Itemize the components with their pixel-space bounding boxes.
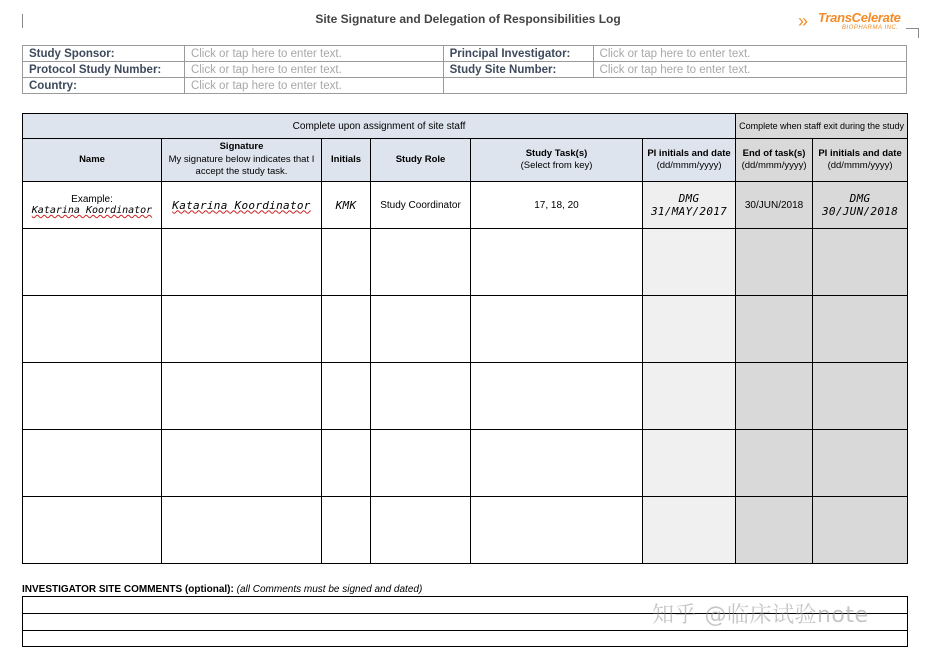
example-pi-initials-cell xyxy=(643,182,736,229)
info-row xyxy=(23,62,907,78)
pi-initials-cell[interactable] xyxy=(643,497,736,564)
delegation-log-table xyxy=(22,113,908,564)
signature-cell[interactable] xyxy=(162,229,322,296)
end-of-task-cell[interactable] xyxy=(736,229,813,296)
site-number-field[interactable]: Click or tap here to enter text. xyxy=(593,62,906,78)
name-cell[interactable] xyxy=(23,497,162,564)
section-band-row xyxy=(23,114,908,139)
example-pi-date: 31/MAY/2017 xyxy=(650,205,728,218)
study-tasks-cell[interactable] xyxy=(471,497,643,564)
end-of-task-cell[interactable] xyxy=(736,497,813,564)
study-tasks-cell[interactable] xyxy=(471,363,643,430)
example-end-date: 30/JUN/2018 xyxy=(736,182,813,229)
study-role-header: Study Role xyxy=(371,139,471,182)
example-row xyxy=(23,182,908,229)
logo-arrows-icon: » xyxy=(798,11,809,31)
example-signature-cell xyxy=(162,182,322,229)
table-row xyxy=(23,229,908,296)
info-row xyxy=(23,78,907,94)
info-empty-cell xyxy=(443,78,906,94)
transcelerate-logo xyxy=(798,10,908,34)
example-study-role: Study Coordinator xyxy=(371,182,471,229)
study-tasks-cell[interactable] xyxy=(471,430,643,497)
signature-cell[interactable] xyxy=(162,363,322,430)
study-tasks-cell[interactable] xyxy=(471,296,643,363)
end-of-task-cell[interactable] xyxy=(736,296,813,363)
study-role-cell[interactable] xyxy=(371,363,471,430)
pi-exit-cell[interactable] xyxy=(813,430,908,497)
study-role-cell[interactable] xyxy=(371,430,471,497)
principal-investigator-field[interactable]: Click or tap here to enter text. xyxy=(593,46,906,62)
initials-cell[interactable] xyxy=(322,430,371,497)
principal-investigator-label: Principal Investigator: xyxy=(443,46,593,62)
signature-cell[interactable] xyxy=(162,497,322,564)
initials-cell[interactable] xyxy=(322,363,371,430)
example-name-cell xyxy=(23,182,162,229)
pi-exit-cell[interactable] xyxy=(813,296,908,363)
initials-cell[interactable] xyxy=(322,229,371,296)
study-role-cell[interactable] xyxy=(371,229,471,296)
table-row xyxy=(23,363,908,430)
pi-exit-cell[interactable] xyxy=(813,229,908,296)
name-header: Name xyxy=(23,139,162,182)
end-of-task-cell[interactable] xyxy=(736,363,813,430)
pi-initials-header: PI initials and date (dd/mmm/yyyy) xyxy=(643,139,736,182)
example-pi-exit-initials: DMG xyxy=(849,192,871,205)
site-number-label: Study Site Number: xyxy=(443,62,593,78)
logo-subtitle: BIOPHARMA INC. xyxy=(842,25,899,31)
name-cell[interactable] xyxy=(23,229,162,296)
logo-name: TransCelerate xyxy=(818,10,901,25)
study-sponsor-field[interactable]: Click or tap here to enter text. xyxy=(184,46,443,62)
pi-exit-cell[interactable] xyxy=(813,497,908,564)
watermark: 知乎 @临床试验note xyxy=(652,603,869,628)
country-field[interactable]: Click or tap here to enter text. xyxy=(184,78,443,94)
pi-initials-cell[interactable] xyxy=(643,363,736,430)
study-info-table xyxy=(22,45,907,94)
signature-cell[interactable] xyxy=(162,296,322,363)
comments-note: (all Comments must be signed and dated) xyxy=(236,584,423,595)
page-corner-mark xyxy=(918,28,919,38)
example-pi-exit-date: 30/JUN/2018 xyxy=(821,205,899,218)
country-label: Country: xyxy=(23,78,185,94)
example-initials: KMK xyxy=(335,198,357,212)
example-label: Example: xyxy=(71,194,113,205)
exit-band: Complete when staff exit during the study xyxy=(736,114,908,139)
end-of-task-header: End of task(s) (dd/mmm/yyyy) xyxy=(736,139,813,182)
pi-initials-cell[interactable] xyxy=(643,296,736,363)
assignment-band: Complete upon assignment of site staff xyxy=(23,114,736,139)
example-signature: Katarina Koordinator xyxy=(172,198,311,212)
end-of-task-cell[interactable] xyxy=(736,430,813,497)
example-name-handwritten: Katarina Koordinator xyxy=(31,205,153,216)
example-pi-initials: DMG xyxy=(678,192,700,205)
pi-exit-cell[interactable] xyxy=(813,363,908,430)
example-initials-cell xyxy=(322,182,371,229)
pi-initials-exit-header: PI initials and date (dd/mmm/yyyy) xyxy=(813,139,908,182)
example-study-tasks: 17, 18, 20 xyxy=(471,182,643,229)
example-pi-exit-cell xyxy=(813,182,908,229)
table-row xyxy=(23,497,908,564)
initials-header: Initials xyxy=(322,139,371,182)
study-role-cell[interactable] xyxy=(371,296,471,363)
study-tasks-header: Study Task(s) (Select from key) xyxy=(471,139,643,182)
info-row xyxy=(23,46,907,62)
initials-cell[interactable] xyxy=(322,497,371,564)
table-row xyxy=(23,430,908,497)
protocol-number-label: Protocol Study Number: xyxy=(23,62,185,78)
protocol-number-field[interactable]: Click or tap here to enter text. xyxy=(184,62,443,78)
column-header-row xyxy=(23,139,908,182)
name-cell[interactable] xyxy=(23,296,162,363)
name-cell[interactable] xyxy=(23,363,162,430)
comment-line xyxy=(22,630,907,631)
pi-initials-cell[interactable] xyxy=(643,430,736,497)
study-role-cell[interactable] xyxy=(371,497,471,564)
pi-initials-cell[interactable] xyxy=(643,229,736,296)
comments-title: INVESTIGATOR SITE COMMENTS (optional): (all Comments must be signed and dated) xyxy=(22,584,423,595)
table-row xyxy=(23,296,908,363)
name-cell[interactable] xyxy=(23,430,162,497)
study-sponsor-label: Study Sponsor: xyxy=(23,46,185,62)
study-tasks-cell[interactable] xyxy=(471,229,643,296)
signature-header: Signature My signature below indicates that I accept the study task. xyxy=(162,139,322,182)
initials-cell[interactable] xyxy=(322,296,371,363)
signature-cell[interactable] xyxy=(162,430,322,497)
document-title: Site Signature and Delegation of Responsibilities Log xyxy=(315,12,621,26)
